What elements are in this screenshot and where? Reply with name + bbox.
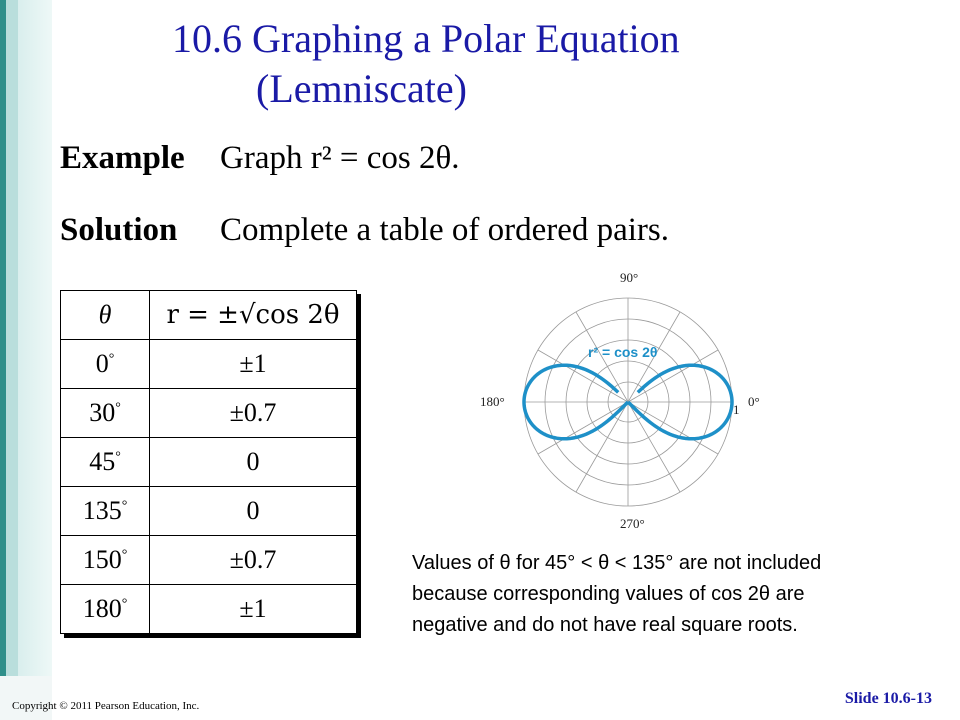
r-cell: ±1 <box>150 340 357 389</box>
theta-cell: 180° <box>61 585 150 634</box>
curve-label: r² = cos 2θ <box>588 344 658 360</box>
r-cell: 0 <box>150 487 357 536</box>
title-line-1: 10.6 Graphing a Polar Equation <box>172 16 680 61</box>
theta-cell: 45° <box>61 438 150 487</box>
ordered-pairs-table <box>60 290 357 634</box>
copyright-text: Copyright © 2011 Pearson Education, Inc. <box>12 700 200 712</box>
header-r-formula: r = ±√cos 2θ <box>150 291 357 340</box>
r-cell: 0 <box>150 438 357 487</box>
theta-cell: 150° <box>61 536 150 585</box>
table-row <box>61 389 357 438</box>
slide-title <box>172 14 872 114</box>
theta-cell: 135° <box>61 487 150 536</box>
table-header-row <box>61 291 357 340</box>
table-row <box>61 487 357 536</box>
r-cell: ±1 <box>150 585 357 634</box>
explanation-note: Values of θ for 45° < θ < 135° are not included because corresponding values of cos 2θ are negative and do not have real square roots. <box>412 552 822 636</box>
label-0: 0° <box>748 394 760 409</box>
table-row <box>61 585 357 634</box>
table-row <box>61 536 357 585</box>
r-cell: ±0.7 <box>150 536 357 585</box>
label-90: 90° <box>620 270 639 285</box>
label-1: 1 <box>733 402 740 417</box>
theta-cell: 30° <box>61 389 150 438</box>
example-label: Example <box>60 140 185 176</box>
table-row <box>61 438 357 487</box>
title-line-2: (Lemniscate) <box>256 66 467 111</box>
solution-label: Solution <box>60 212 178 248</box>
label-270: 270° <box>620 516 645 531</box>
left-decor-bar-bottom <box>0 676 52 720</box>
solution-text: Complete a table of ordered pairs. <box>220 212 669 248</box>
r-cell: ±0.7 <box>150 389 357 438</box>
slide-number: Slide 10.6-13 <box>844 690 932 707</box>
theta-cell: 0° <box>61 340 150 389</box>
header-theta: θ <box>61 291 150 340</box>
label-180: 180° <box>480 394 505 409</box>
left-decor-bar <box>0 0 52 720</box>
table-row <box>61 340 357 389</box>
polar-graph <box>470 262 780 542</box>
example-text: Graph r² = cos 2θ. <box>220 140 460 176</box>
